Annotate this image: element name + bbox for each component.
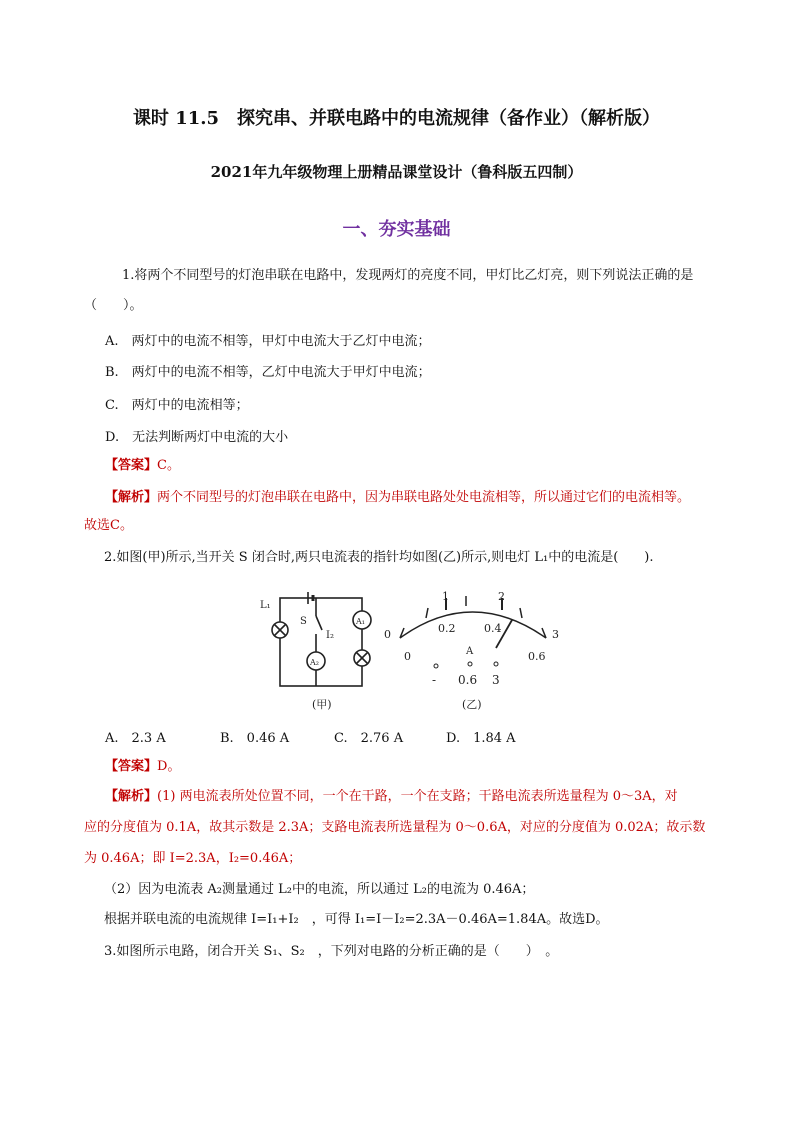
- scale-top-2: 2: [498, 590, 505, 603]
- terminal-3-dot: [494, 662, 498, 666]
- q2-analysis-line3: 为 0.46A；即 I=2.3A，I₂=0.46A；: [84, 851, 302, 866]
- terminal-minus: -: [432, 673, 437, 687]
- q2-stem: 2.如图(甲)所示,当开关 S 闭合时,两只电流表的指针均如图(乙)所示,则电灯 L₁中的电流是( ).: [104, 550, 654, 565]
- label-i2: I₂: [326, 630, 334, 641]
- section-heading: 一、夯实基础: [342, 219, 451, 240]
- answer-tag: 【答案】: [105, 458, 158, 473]
- scale-top-0: 0: [384, 628, 391, 641]
- q1-stem-line1: 1.将两个不同型号的灯泡串联在电路中，发现两灯的亮度不同，甲灯比乙灯亮，则下列说法正确的是: [122, 268, 694, 283]
- q1-analysis-text: 两个不同型号的灯泡串联在电路中，因为串联电路处处电流相等，所以通过它们的电流相等。: [157, 490, 691, 505]
- q2-figure: [250, 590, 580, 715]
- circuit-wire-frame: [280, 598, 362, 686]
- q2-answer-value: D。: [157, 759, 181, 774]
- analysis-tag: 【解析】: [105, 789, 158, 804]
- q2-analysis-line2: 应的分度值为 0.1A，故其示数是 2.3A；支路电流表所选量程为 0～0.6A，对应的分度值为 0.02A；故示数: [84, 820, 706, 835]
- terminal-0.6: 0.6: [458, 673, 478, 687]
- q1-option-c: C. 两灯中的电流相等；: [105, 398, 249, 413]
- ammeter-dial: [400, 596, 546, 648]
- label-l1: L₁: [260, 600, 271, 611]
- q2-option-b: B. 0.46 A: [220, 731, 290, 746]
- q1-option-d: D. 无法判断两灯中电流的大小: [105, 430, 289, 445]
- answer-tag: 【答案】: [105, 759, 158, 774]
- page-subtitle: 2021年九年级物理上册精品课堂设计（鲁科版五四制）: [210, 163, 583, 181]
- analysis-tag: 【解析】: [105, 490, 158, 505]
- q2-analysis-line5: 根据并联电流的电流规律 I=I₁+I₂ ，可得 I₁=I－I₂=2.3A－0.46A=1.84A。故选D。: [104, 912, 609, 927]
- terminal-minus-dot: [434, 664, 438, 668]
- terminal-3: 3: [492, 673, 500, 687]
- q1-option-b: B. 两灯中的电流不相等，乙灯中电流大于甲灯中电流；: [105, 365, 431, 380]
- q1-stem-line2: （ ）。: [84, 298, 143, 313]
- scale-bottom-0.4: 0.4: [484, 622, 502, 635]
- dial-tick-small-c: [520, 608, 522, 618]
- dial-unit: A: [466, 646, 474, 657]
- dial-arc: [400, 612, 546, 638]
- scale-top-3: 3: [552, 628, 559, 641]
- q1-analysis-line1: [105, 488, 690, 508]
- dial-tick-small-a: [426, 608, 428, 618]
- label-jia: (甲): [312, 698, 332, 711]
- terminal-0.6-dot: [468, 662, 472, 666]
- q1-answer-value: C。: [157, 458, 180, 473]
- q2-option-d: D. 1.84 A: [446, 731, 516, 746]
- label-a2: A₂: [310, 658, 319, 667]
- scale-bottom-0: 0: [404, 650, 411, 663]
- page-title: 课时 11.5 探究串、并联电路中的电流规律（备作业）（解析版）: [132, 108, 661, 129]
- q2-analysis-line4: （2）因为电流表 A₂测量通过 L₂中的电流，所以通过 L₂的电流为 0.46A；: [104, 882, 535, 897]
- label-a1: A₁: [356, 617, 365, 626]
- q2-option-c: C. 2.76 A: [334, 731, 404, 746]
- label-yi: (乙): [462, 698, 482, 711]
- q2-answer: [105, 757, 180, 777]
- circuit-diagram: [272, 592, 371, 686]
- switch-blade: [316, 616, 322, 630]
- q3-stem: 3.如图所示电路，闭合开关 S₁、S₂ ，下列对电路的分析正确的是（ ） 。: [104, 944, 559, 959]
- q2-analysis-line1: [105, 787, 678, 807]
- label-s: S: [300, 616, 307, 627]
- scale-top-1: 1: [442, 590, 449, 603]
- q2-analysis-text: (1) 两电流表所处位置不同，一个在干路，一个在支路；干路电流表所选量程为 0～3A，对: [157, 789, 678, 804]
- q1-option-a: A. 两灯中的电流不相等，甲灯中电流大于乙灯中电流；: [105, 334, 431, 349]
- q2-option-a: A. 2.3 A: [105, 731, 166, 746]
- scale-bottom-0.6: 0.6: [528, 650, 546, 663]
- q1-analysis-line2: 故选C。: [84, 518, 133, 533]
- q1-answer: [105, 456, 180, 476]
- scale-bottom-0.2: 0.2: [438, 622, 456, 635]
